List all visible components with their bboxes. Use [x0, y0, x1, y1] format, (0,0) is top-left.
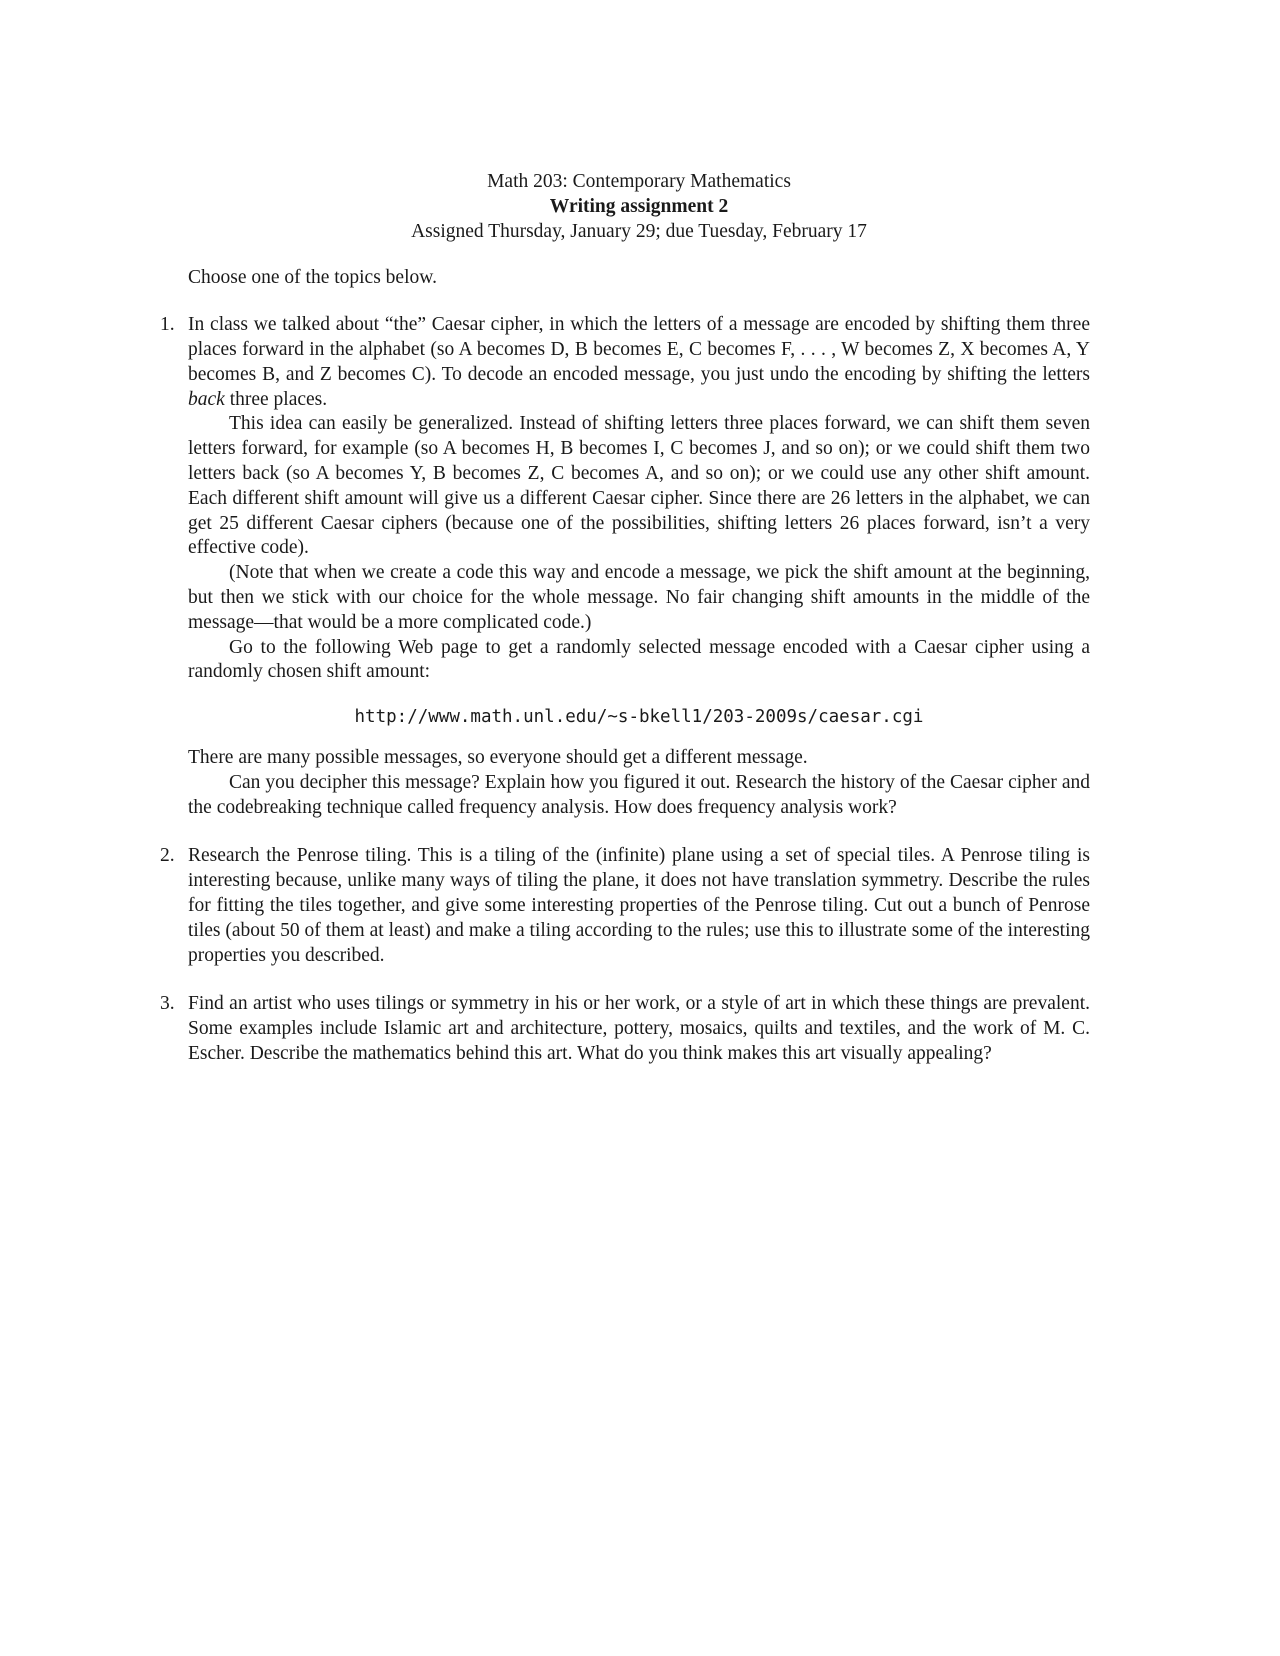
- topic-paragraph: This idea can easily be generalized. Instead of shifting letters three places forward, we can shift them seven letters forward, for example (so A becomes H, B becomes I, C becomes J, and so on); or we could shift them two letters back (so A becomes Y, B becomes Z, C becomes A, and so on); or we could use any other shift amount. Each different shift amount will give us a different Caesar cipher. Since there are 26 letters in the alphabet, we can get 25 different Caesar ciphers (because one of the possibilities, shifting letters 26 places forward, isn’t a very effective code).: [188, 413, 1090, 559]
- text-span: three places.: [224, 388, 328, 410]
- course-title: Math 203: Contemporary Mathematics: [487, 171, 791, 192]
- topic-3: [160, 992, 1090, 1066]
- topic-number: 1.: [160, 314, 175, 336]
- emphasis-text: back: [188, 388, 225, 410]
- topic-paragraph: Can you decipher this message? Explain how you figured it out. Research the history of the Caesar cipher and the codebreaking technique called frequency analysis. How does frequency analysis work?: [188, 771, 1090, 818]
- topic-number: 2.: [160, 845, 175, 867]
- topic-2: [160, 844, 1090, 968]
- topic-paragraph: (Note that when we create a code this way and encode a message, we pick the shift amount at the beginning, but then we stick with our choice for the whole message. No fair changing shift amounts in the middle of the message—that would be a more complicated code.): [188, 562, 1090, 633]
- topic-paragraph: Go to the following Web page to get a randomly selected message encoded with a Caesar cipher using a randomly chosen shift amount:: [188, 636, 1090, 683]
- assignment-dates: Assigned Thursday, January 29; due Tuesday, February 17: [411, 220, 867, 242]
- intro-text: Choose one of the topics below.: [188, 267, 437, 289]
- text-span: In class we talked about “the” Caesar cipher, in which the letters of a message are encoded by shifting them three places forward in the alphabet (so A becomes D, B becomes E, C becomes F, . . . , W becomes Z, X becomes A, Y becomes B, and Z becomes C). To decode an encoded message, you just undo the encoding by shifting the letters: [188, 314, 1090, 385]
- document-header: [188, 170, 1090, 244]
- topic-paragraph: Find an artist who uses tilings or symmetry in his or her work, or a style of art in which these things are prevalent. Some examples include Islamic art and architecture, pottery, mosaics, quilts and textiles, and the work of M. C. Escher. Describe the mathematics behind this art. What do you think makes this art visually appealing?: [188, 993, 1090, 1064]
- topic-1: [160, 313, 1090, 820]
- topic-paragraph: [188, 313, 1090, 412]
- assignment-page: [160, 170, 1090, 1091]
- topic-number: 3.: [160, 993, 175, 1015]
- topic-paragraph: There are many possible messages, so everyone should get a different message.: [188, 746, 808, 768]
- topic-paragraph: Research the Penrose tiling. This is a tiling of the (infinite) plane using a set of special tiles. A Penrose tiling is interesting because, unlike many ways of tiling the plane, it does not have translation symmetry. Describe the rules for fitting the tiles together, and give some interesting properties of the Penrose tiling. Cut out a bunch of Penrose tiles (about 50 of them at least) and make a tiling according to the rules; use this to illustrate some of the interesting properties you described.: [188, 845, 1090, 966]
- assignment-title: Writing assignment 2: [549, 195, 729, 217]
- caesar-url: http://www.math.unl.edu/~s-bkell1/203-2009s/caesar.cgi: [354, 707, 924, 728]
- topic-list: [160, 313, 1090, 1067]
